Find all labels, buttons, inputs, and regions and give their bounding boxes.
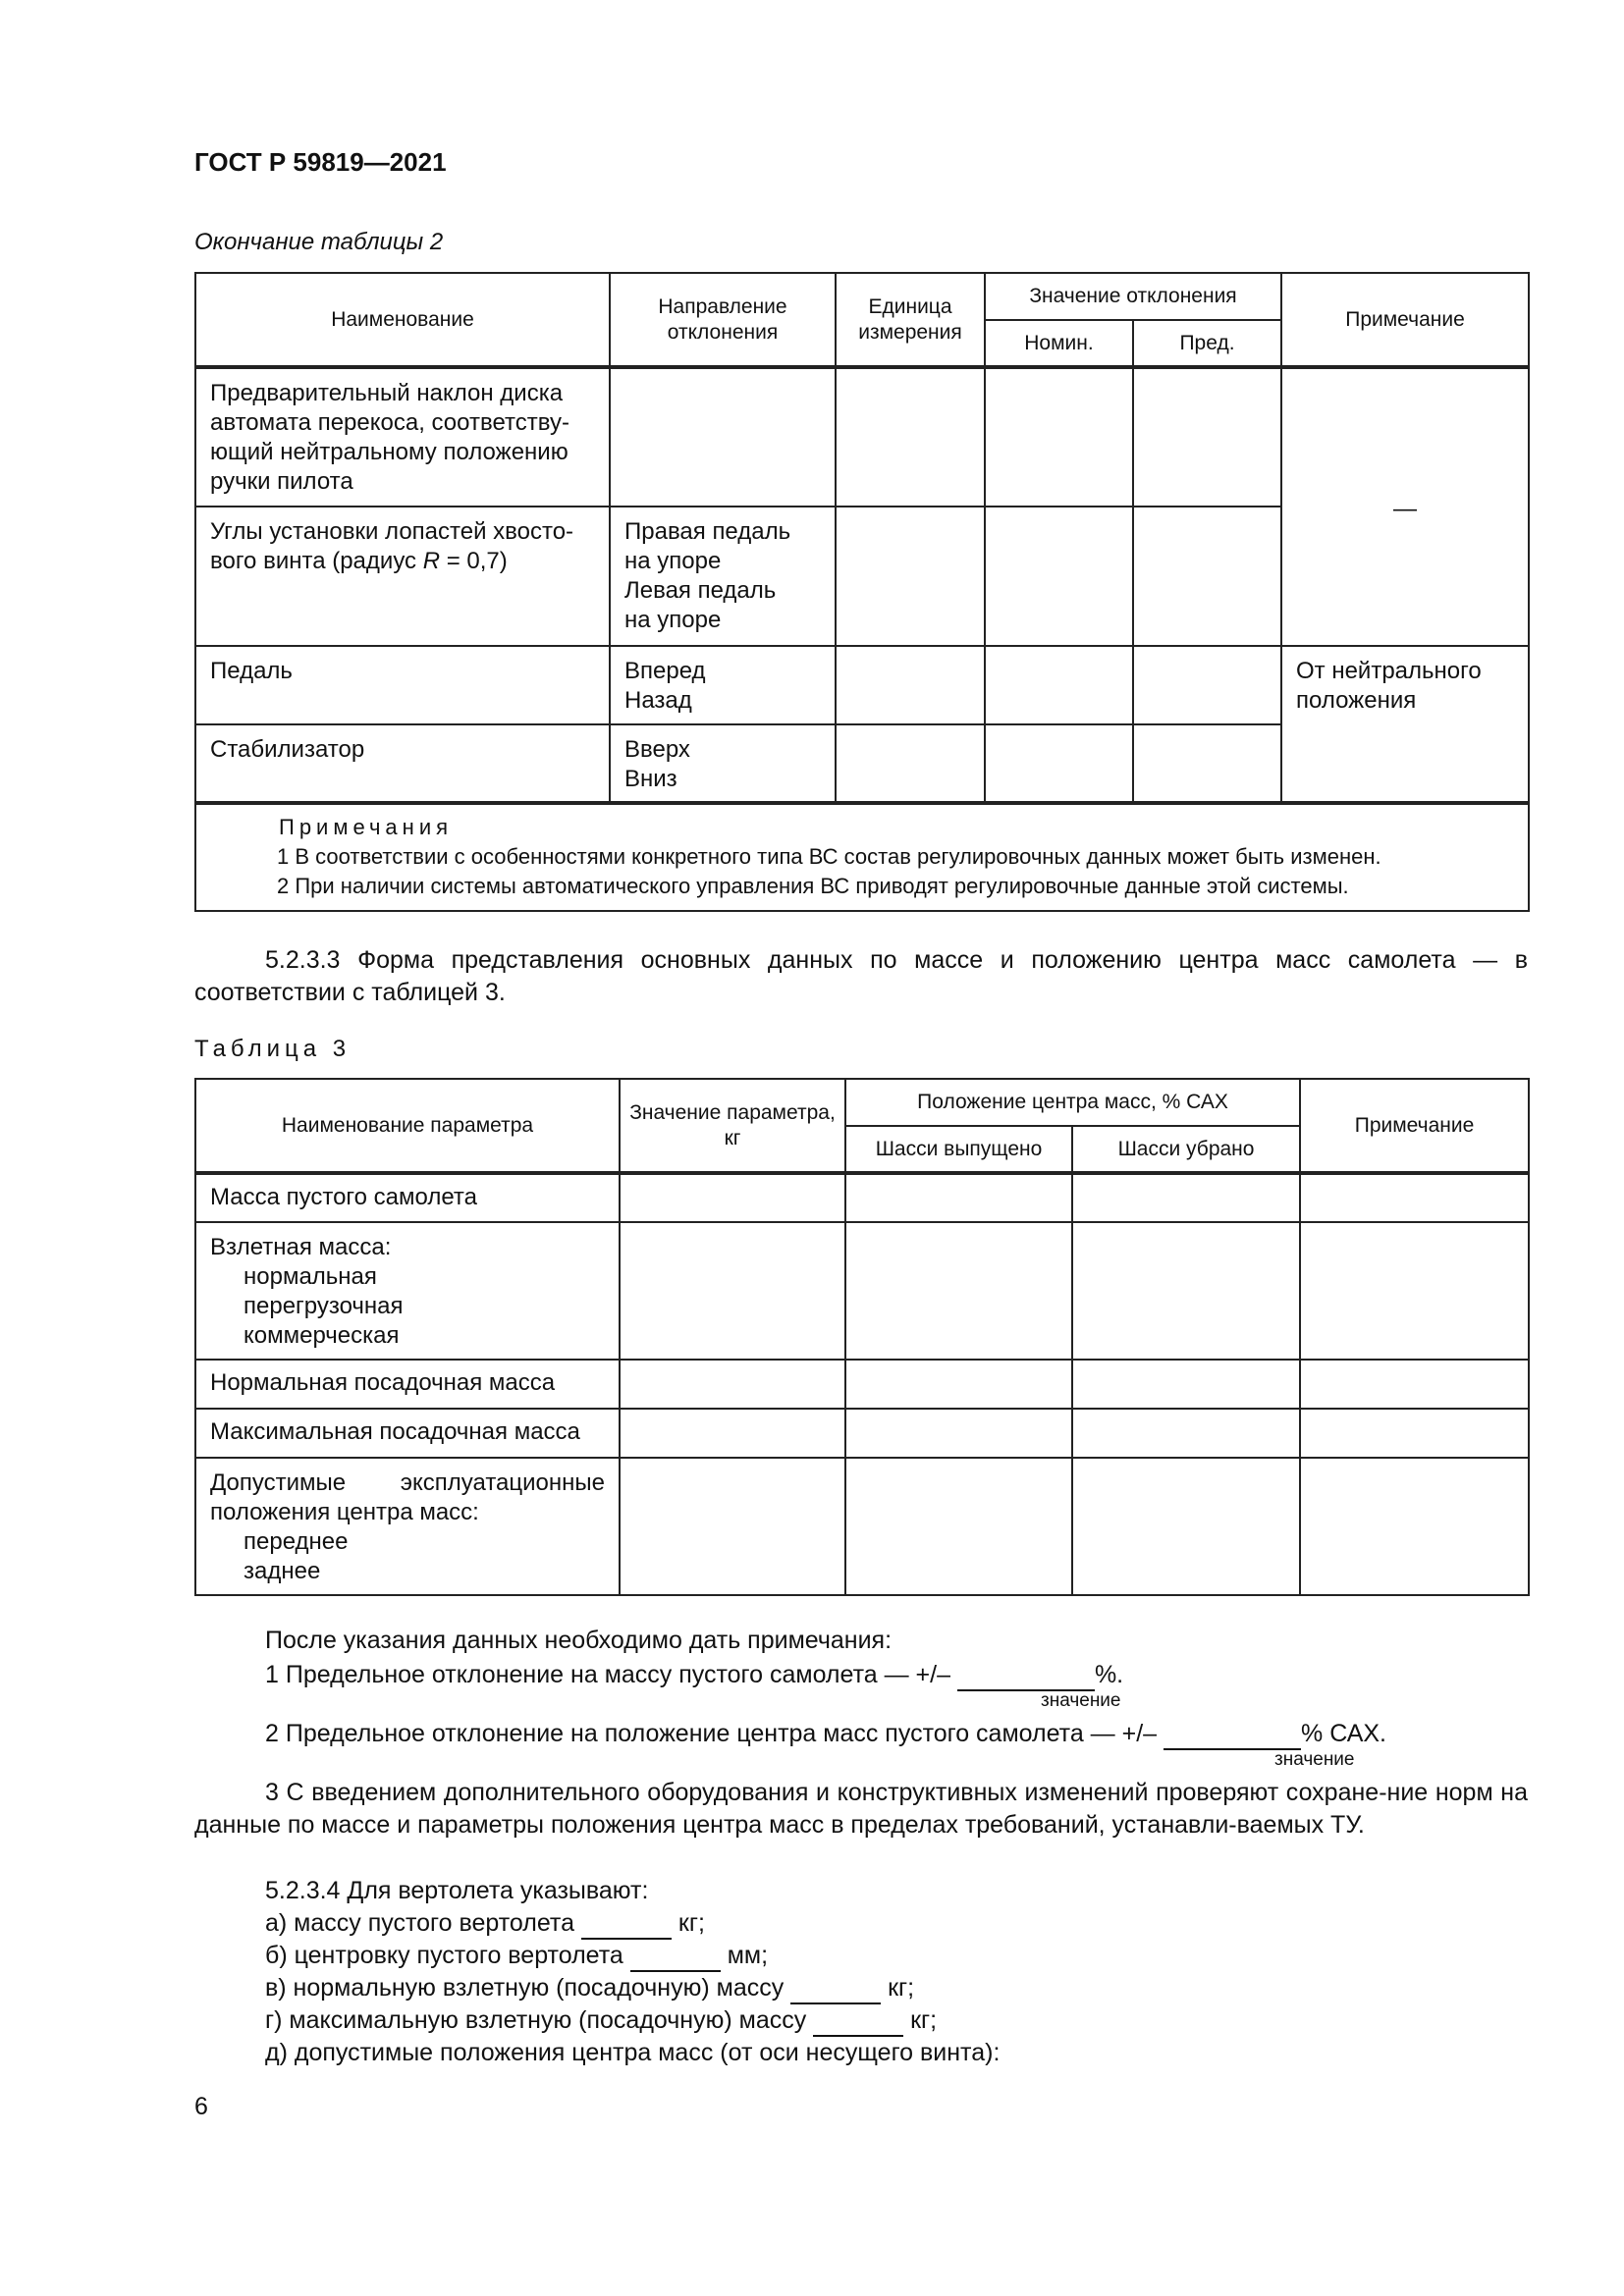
note-1-blank [957,1664,1095,1691]
note-3: 3 С введением дополнительного оборудования и конструктивных изменений проверяют сохране-ние норм на данные по массе и параметры положения центра масс в пределах требований, устанавли-ваемых ТУ. [194,1779,1528,1839]
t3-header-param: Наименование параметра [195,1079,620,1173]
t2-row1-name: Предварительный наклон диска автомата перекоса, соответству-ющий нейтральному положению ручки пилота [195,367,610,507]
t2-row3-nominal [985,646,1133,724]
item-b: б) центровку пустого вертолета мм; [265,1940,768,1972]
t2-header-note: Примечание [1281,273,1529,367]
t2-row2-name: Углы установки лопастей хвосто-вого винта (радиус R = 0,7) [195,507,610,646]
t3-header-note: Примечание [1300,1079,1529,1173]
t2-header-name: Наименование [195,273,610,367]
t2-notes [195,803,1529,911]
t3-row-empty-mass: Масса пустого самолета [195,1173,620,1222]
note-2: 2 Предельное отклонение на положение центра масс пустого самолета — +/– % САХ. [265,1718,1386,1750]
paragraph-5234: 5.2.3.4 Для вертолета указывают: [265,1877,649,1904]
paragraph-5233: 5.2.3.3 Форма представления основных данных по массе и положению центра масс самолета — в соответствии с таблицей 3. [194,946,1528,1006]
t3-row-normal-landing: Нормальная посадочная масса [195,1360,620,1409]
t2-header-nominal: Номин. [985,320,1133,367]
t3-header-gear-up: Шасси убрано [1072,1126,1300,1173]
t2-notes-title: Примечания [279,815,454,839]
notes-intro: После указания данных необходимо дать примечания: [265,1627,893,1654]
table2-caption: Окончание таблицы 2 [194,229,444,255]
t2-row4-direction: Вверх Вниз [610,724,836,803]
t2-header-unit: Единица измерения [836,273,985,367]
t2-row3-name: Педаль [195,646,610,724]
t2-header-deviation: Значение отклонения [985,273,1281,320]
t2-row1-nominal [985,367,1133,507]
item-c: в) нормальную взлетную (посадочную) массу кг; [265,1972,914,2004]
note-1: 1 Предельное отклонение на массу пустого самолета — +/– %. [265,1659,1123,1691]
t2-header-limit: Пред. [1133,320,1281,367]
note-1-value-label: значение [1041,1690,1121,1711]
t2-row2-direction: Правая педаль на упоре Левая педаль на упоре [610,507,836,646]
page-number: 6 [194,2093,208,2120]
document-title: ГОСТ Р 59819—2021 [194,147,447,177]
item-e: д) допустимые положения центра масс (от оси несущего винта): [265,2039,1001,2066]
table-3 [194,1078,1530,1596]
t2-row3-limit [1133,646,1281,724]
t2-note-1: 1 В соответствии с особенностями конкретного типа ВС состав регулировочных данных может быть изменен. [277,844,1381,869]
t2-row4-nominal [985,724,1133,803]
t2-row4-name: Стабилизатор [195,724,610,803]
item-a: а) массу пустого вертолета кг; [265,1907,705,1940]
table3-caption: Таблица 3 [194,1036,352,1062]
t2-header-direction: Направление отклонения [610,273,836,367]
t2-row2-limit [1133,507,1281,646]
t2-row1-limit [1133,367,1281,507]
t2-row4-limit [1133,724,1281,803]
t2-row3-direction: Вперед Назад [610,646,836,724]
t3-row-max-landing: Максимальная посадочная масса [195,1409,620,1458]
t2-note-neutral: От нейтрального положения [1281,646,1529,803]
note-2-value-label: значение [1274,1749,1355,1770]
t2-row4-unit [836,724,985,803]
item-d: г) максимальную взлетную (посадочную) массу кг; [265,2004,937,2037]
t2-row1-unit [836,367,985,507]
t3-header-gear-down: Шасси выпущено [845,1126,1072,1173]
t2-row2-unit [836,507,985,646]
t3-row-cg-limits: Допустимые эксплуатационные положения центра масс: переднее заднее [195,1458,620,1595]
t3-header-cg: Положение центра масс, % САХ [845,1079,1300,1126]
note-2-blank [1164,1723,1301,1750]
t2-row1-direction [610,367,836,507]
t3-header-value: Значение параметра, кг [620,1079,845,1173]
t2-note-2: 2 При наличии системы автоматического управления ВС приводят регулировочные данные этой системы. [277,874,1349,898]
t3-row-takeoff-mass: Взлетная масса: нормальная перегрузочная коммерческая [195,1222,620,1360]
t2-row3-unit [836,646,985,724]
t2-note-dash: — [1281,367,1529,646]
t2-row2-nominal [985,507,1133,646]
table-2 [194,272,1530,912]
